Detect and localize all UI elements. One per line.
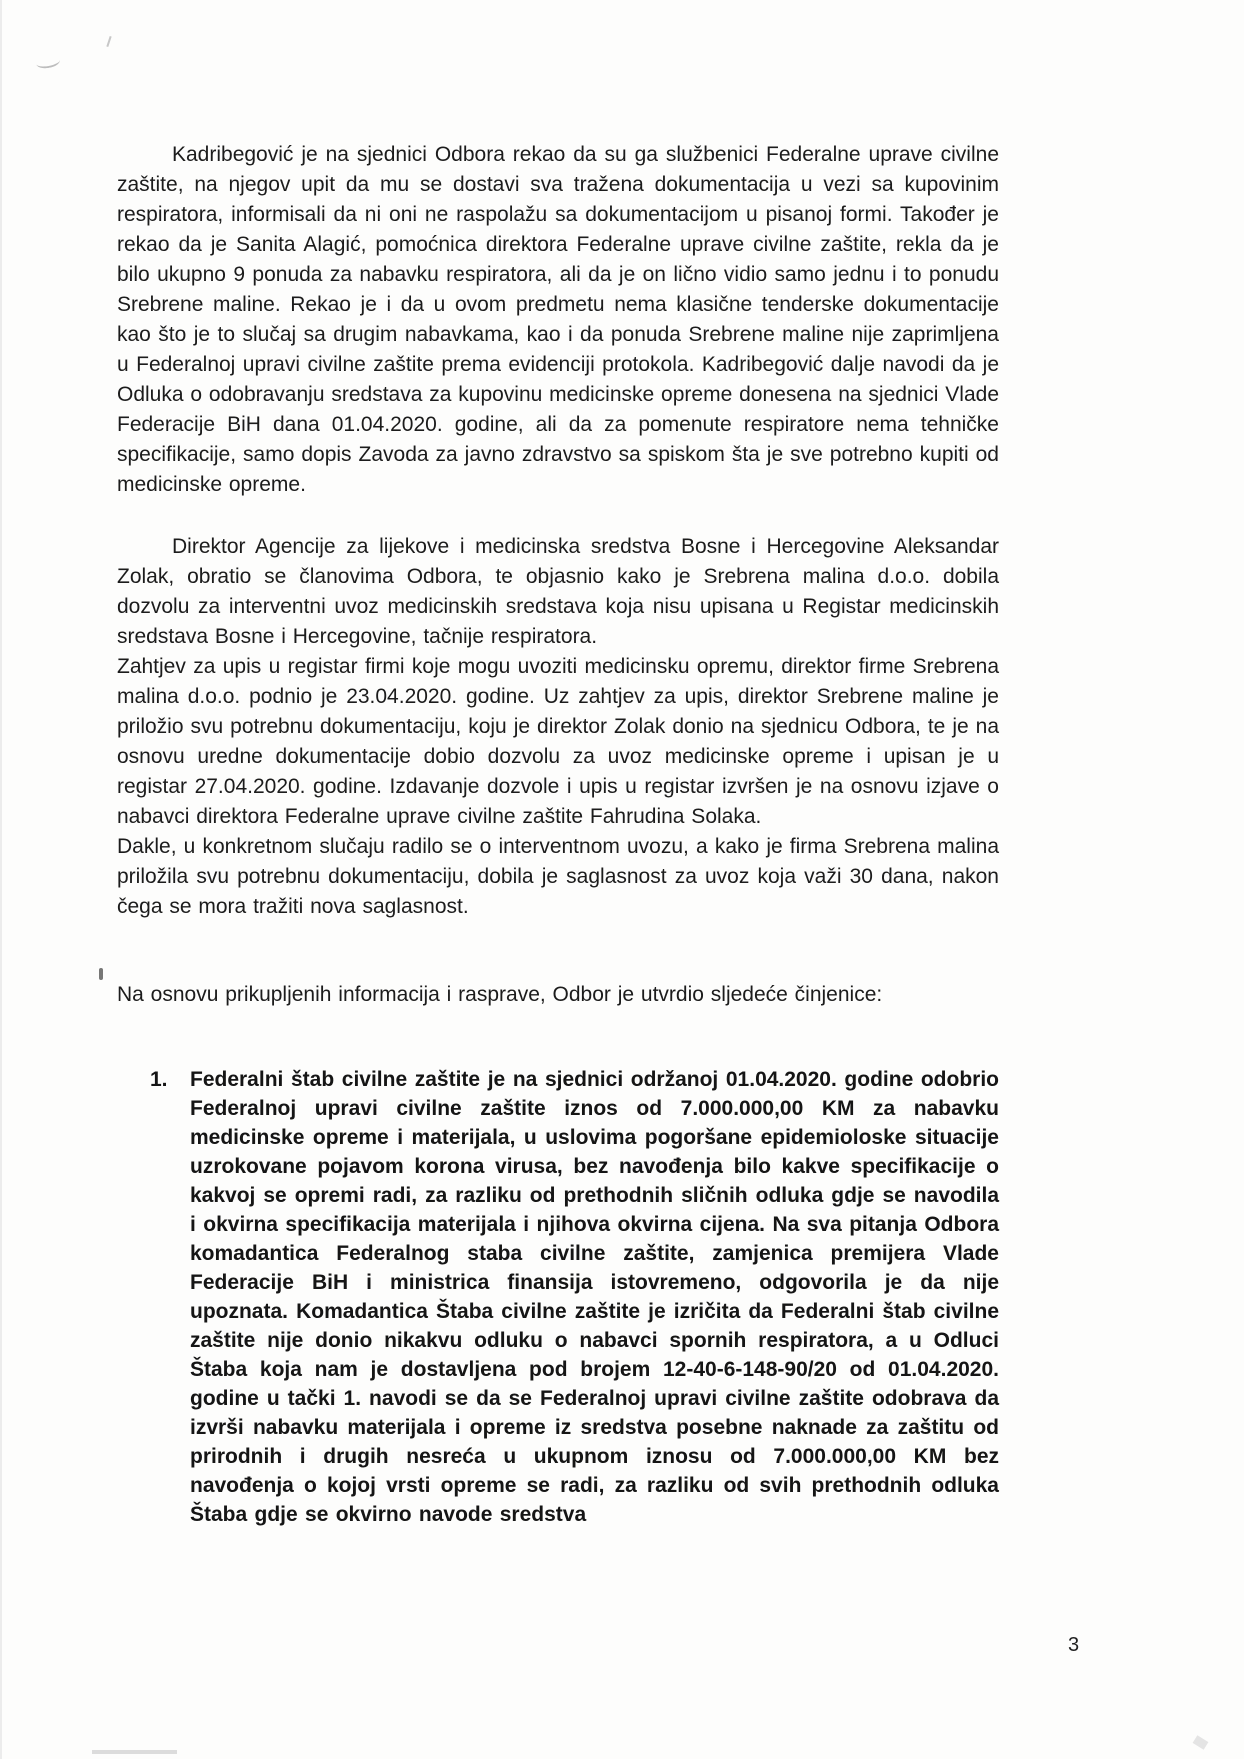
pencil-tick-mark [106,36,111,47]
paragraph-zolak-statement: Direktor Agencije za lijekove i medicinska sredstva Bosne i Hercegovine Aleksandar Zolak, obratio se članovima Odbora, te objasnio kako je Srebrena malina d.o.o. dobila dozvolu za interventni uvoz medicinskih sredstava koja nisu upisana u Registar medicinskih sredstava Bosne i Hercegovine, tačnije respiratora. [117,535,999,648]
pencil-squiggle-mark [35,54,61,70]
document-text-block [117,140,999,1529]
paragraph-interventni-uvoz-conclusion: Dakle, u konkretnom slučaju radilo se o interventnom uvozu, a kako je firma Srebrena malina priložila svu potrebnu dokumentaciju, dobila je saglasnost za uvoz koja važi 30 dana, nakon čega se mora tražiti nova saglasnost. [117,835,999,918]
paragraph-kadribegovic-statement: Kadribegović je na sjednici Odbora rekao da su ga službenici Federalne uprave civilne zaštite, na njegov upit da mu se dostavi sva tražena dokumentacija u vezi sa kupovinim respiratora, informisali da ni oni ne raspolažu sa dokumentacijom u pisanoj formi. Također je rekao da je Sanita Alagić, pomoćnica direktora Federalne uprave civilne zaštite, rekla da je bilo ukupno 9 ponuda za nabavku respiratora, ali da je on lično vidio samo jednu i to ponudu Srebrene maline. Rekao je i da u ovom predmetu nema klasične tenderske dokumentacije kao što je to slučaj sa drugim nabavkama, kao i da ponuda Srebrene maline nije zaprimljena u Federalnoj upravi civilne zaštite prema evidenciji protokola. Kadribegović dalje navodi da je Odluka o odobravanju sredstava za kupovinu medicinske opreme donesena na sjednici Vlade Federacije BiH dana 01.04.2020. godine, ali da za pomenute respiratore nema tehničke specifikacije, samo dopis Zavoda za javno zdravstvo sa spiskom šta je sve potrebno kupiti od medicinske opreme. [117,143,999,496]
facts-list [117,1065,999,1529]
fact-item-text: Federalni štab civilne zaštite je na sjednici održanoj 01.04.2020. godine odobrio Federalnoj upravi civilne zaštite iznos od 7.000.000,00 KM za nabavku medicinske opreme i materijala, u uslovima pogoršane epidemioloske situacije uzrokovane pojavom korona virusa, bez navođenja bilo kakve specifikacije o kakvoj se opremi radi, za razliku od prethodnih sličnih odluka gdje se navodila i okvirna specifikacija materijala i njihova okvirna cijena. Na sva pitanja Odbora komadantica Federalnog staba civilne zaštite, zamjenica premijera Vlade Federacije BiH i ministrica finansija istovremeno, odgovorila je da nije upoznata. Komadantica Štaba civilne zaštite je izričita da Federalni štab civilne zaštite nije donio nikakvu odluku o nabavci spornih respiratora, a u Odluci Štaba koja nam je dostavljena pod brojem 12-40-6-148-90/20 od 01.04.2020. godine u tački 1. navodi se da se Federalnoj upravi civilne zaštite odobrava da izvrši nabavku materijala i opreme iz sredstva posebne naknade za zaštitu od prirodnih i drugih nesreća u ukupnom iznosu od 7.000.000,00 KM bez navođenja o kojoj vrsti opreme se radi, za razliku od svih prethodnih odluka Štaba gdje se okvirno navode sredstva [190,1068,999,1526]
facts-intro-line: Na osnovu prikupljenih informacija i rasprave, Odbor je utvrdio sljedeće činjenice: [117,983,883,1006]
page-number: 3 [1068,1634,1080,1656]
fact-item-number: 1. [150,1068,168,1091]
paragraph-registration-request: Zahtjev za upis u registar firmi koje mogu uvoziti medicinsku opremu, direktor firme Srebrena malina d.o.o. podnio je 23.04.2020. godine. Uz zahtjev za upis, direktor Srebrene maline je priložio svu potrebnu dokumentaciju, koju je direktor Zolak donio na sjednicu Odbora, te je na osnovu uredne dokumentacije dobio dozvolu za uvoz medicinske opreme i upisan je u registar 27.04.2020. godine. Izdavanje dozvole i upis u registar izvršen je na osnovu izjave o nabavci direktora Federalne uprave civilne zaštite Fahrudina Solaka. [117,655,999,828]
scan-speck-corner [1193,1735,1209,1750]
scan-speck [99,968,103,980]
scan-speck-strip [92,1750,177,1754]
page-edge-shadow [0,0,2,1759]
fact-item-1 [150,1065,999,1529]
